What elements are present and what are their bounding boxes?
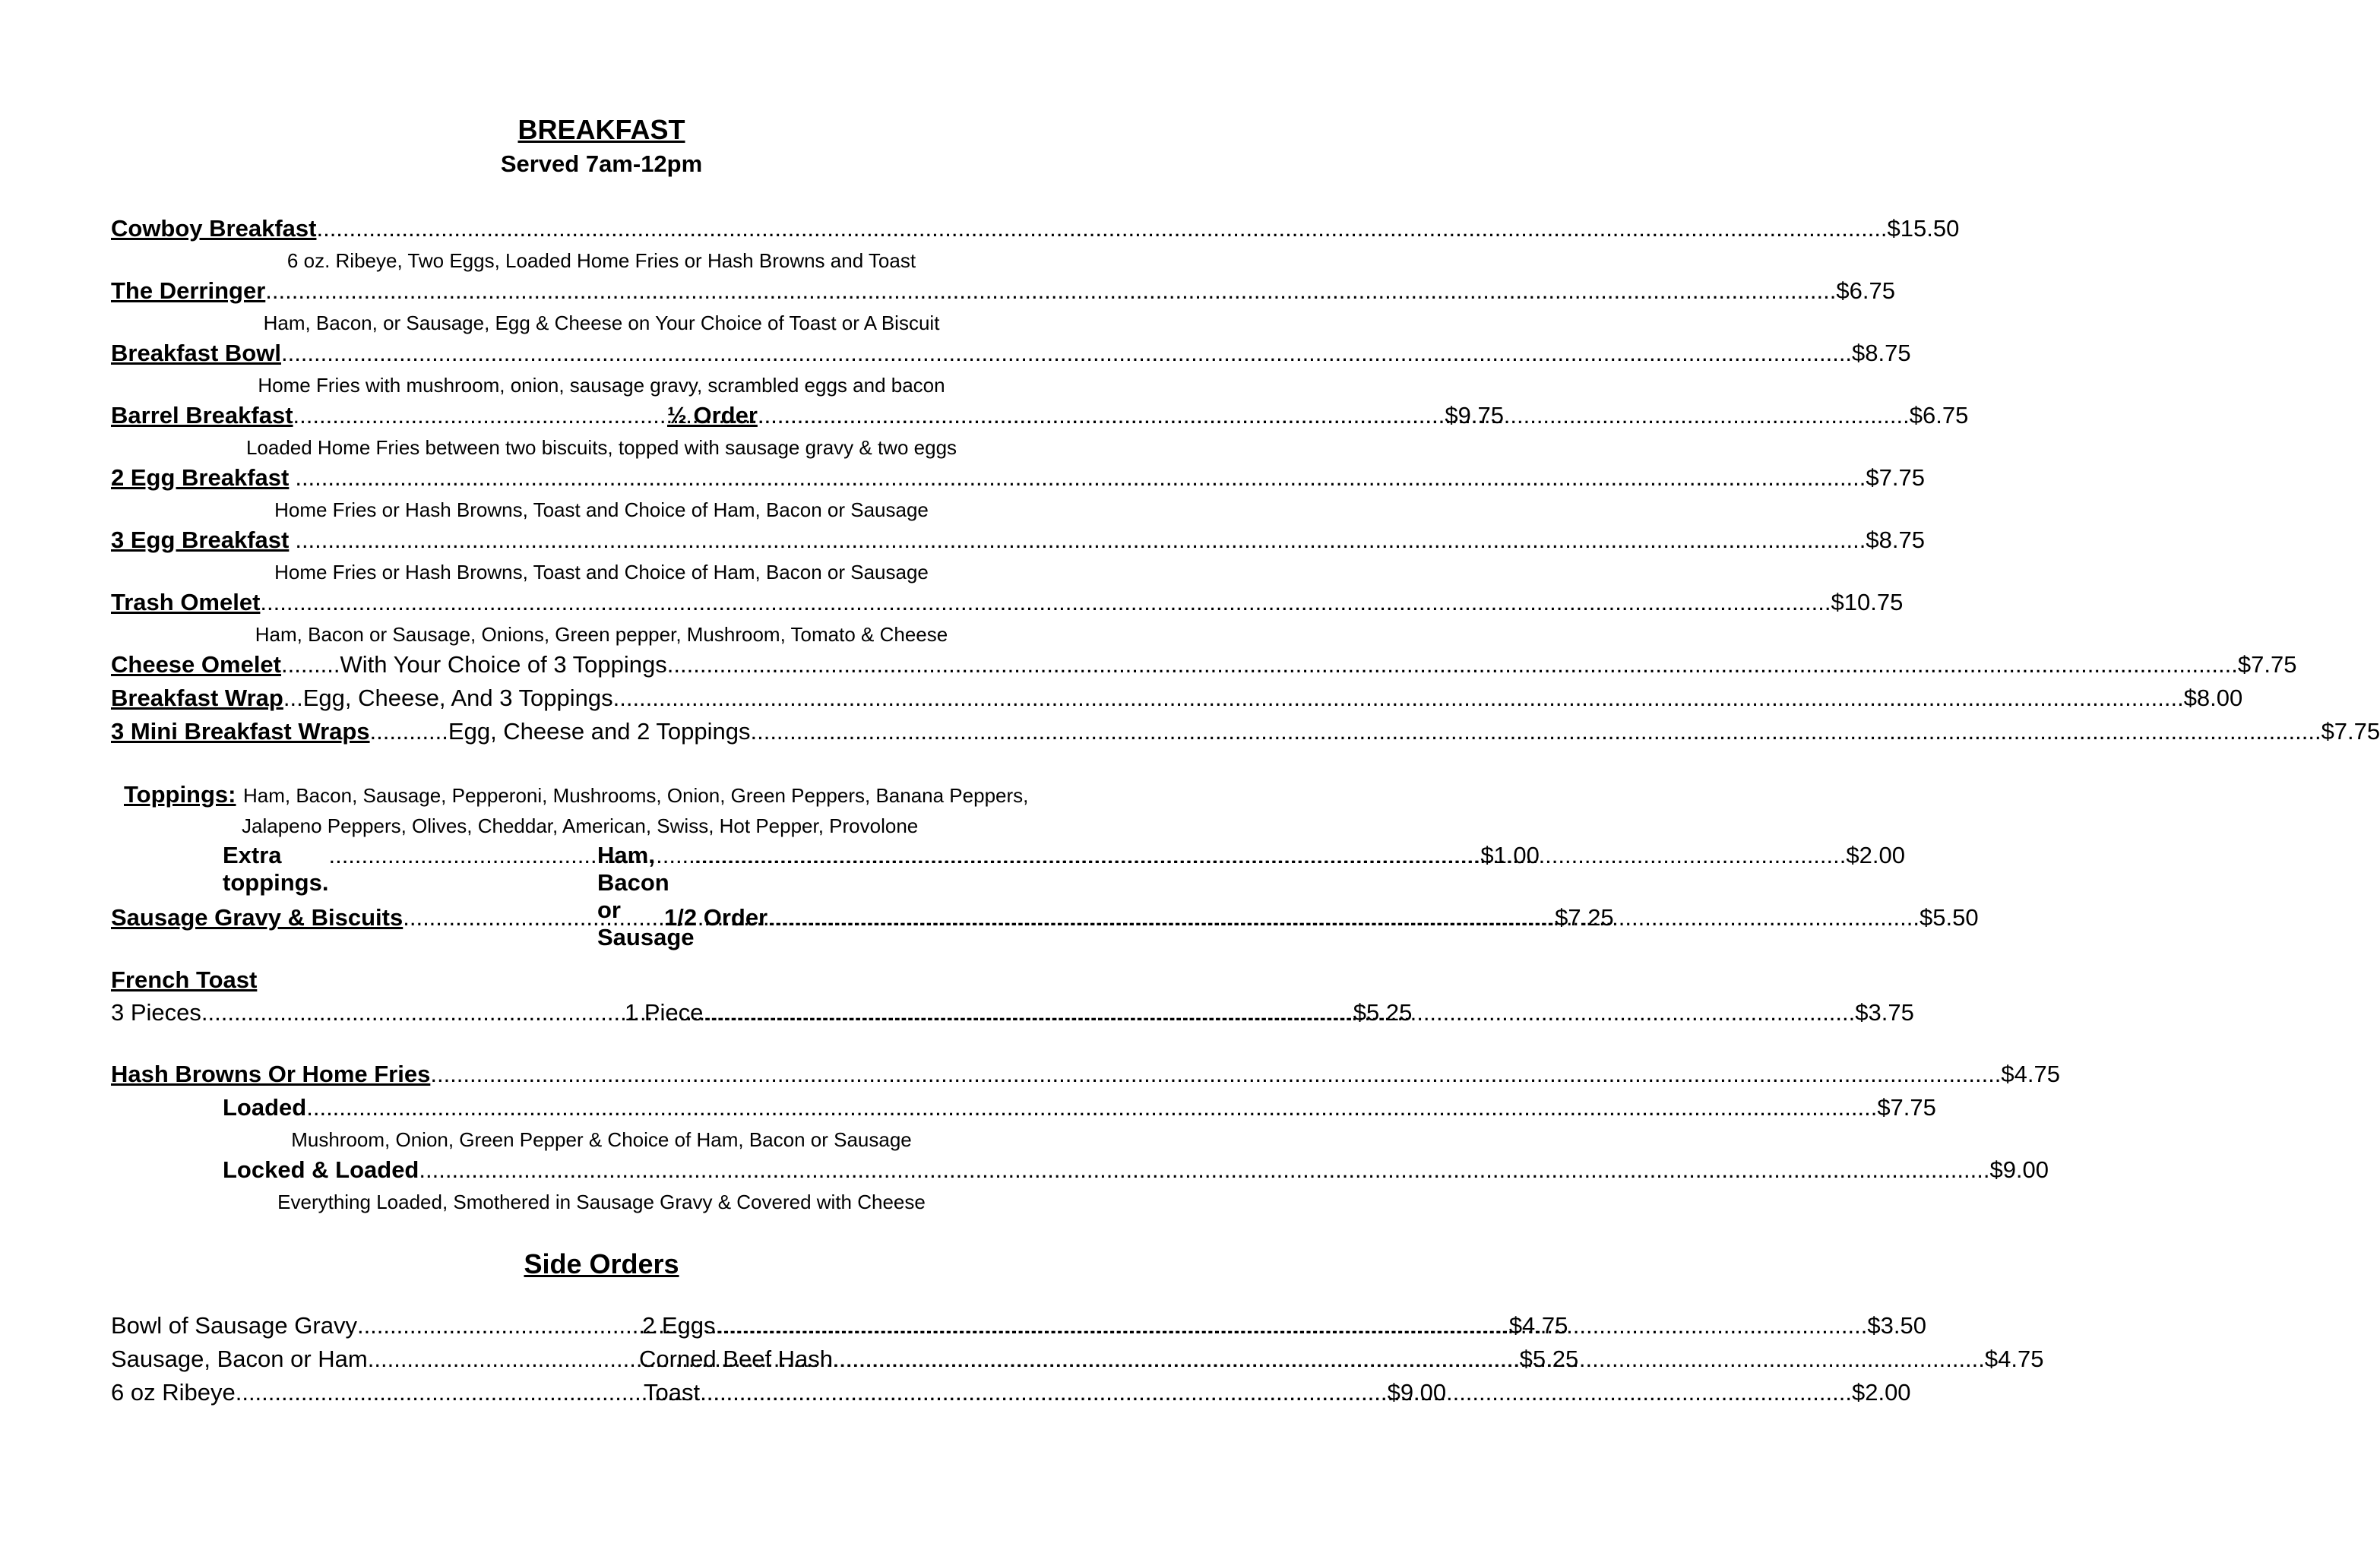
leader-dots: ... <box>283 685 303 711</box>
leader-dots <box>281 340 1852 367</box>
item-price: $8.00 <box>2183 685 2243 711</box>
item-price: $9.00 <box>1989 1156 2049 1183</box>
option-price: $3.75 <box>1855 999 1914 1026</box>
half-order-price: $5.50 <box>1919 904 1979 931</box>
half-order-label: ½ Order <box>667 402 758 429</box>
item-price: $7.25 <box>1555 904 1614 931</box>
leader-dots <box>295 464 1866 492</box>
item-name: Hash Browns Or Home Fries <box>111 1061 431 1087</box>
side-price: $3.50 <box>1867 1312 1926 1339</box>
leader-dots: ............ <box>369 718 448 745</box>
half-order-label: 1/2 Order <box>664 904 768 931</box>
side-price: $4.75 <box>1984 1346 2044 1372</box>
leader-dots <box>306 1094 1877 1121</box>
menu-item-3-egg-breakfast <box>111 527 1925 554</box>
menu-item-the-derringer <box>111 277 1895 305</box>
leader-dots <box>265 277 1836 305</box>
item-price: $6.75 <box>1836 277 1895 304</box>
menu-item-trash-omelet <box>111 589 1904 616</box>
item-name: Breakfast Wrap <box>111 685 283 711</box>
item-description: Ham, Bacon, or Sausage, Egg & Cheese on Your Choice of Toast or A Biscuit <box>263 312 940 334</box>
item-name: Locked & Loaded <box>223 1156 419 1183</box>
toppings-list-line-2: Jalapeno Peppers, Olives, Cheddar, American, Swiss, Hot Pepper, Provolone <box>242 814 919 837</box>
option-label: 3 Pieces <box>111 999 201 1026</box>
side-label: 6 oz Ribeye <box>111 1379 236 1406</box>
item-description: Loaded Home Fries between two biscuits, topped with sausage gravy & two eggs <box>245 436 957 459</box>
item-price: $7.75 <box>1866 464 1925 491</box>
item-price: $4.75 <box>2001 1061 2060 1087</box>
item-name: 2 Egg Breakfast <box>111 464 290 491</box>
item-price: $10.75 <box>1831 589 1904 615</box>
item-price: $7.75 <box>2237 651 2297 678</box>
side-price: $4.75 <box>1508 1312 1568 1339</box>
extra-meat-price: $2.00 <box>1846 842 1905 868</box>
item-description: Home Fries or Hash Browns, Toast and Choice of Ham, Bacon or Sausage <box>274 498 929 521</box>
side-price: $5.25 <box>1519 1346 1579 1372</box>
side-price: $9.00 <box>1387 1379 1447 1406</box>
item-price: $9.75 <box>1445 402 1504 429</box>
item-price: $15.50 <box>1887 215 1960 242</box>
side-label: 2 Eggs <box>642 1312 716 1339</box>
extra-meat-label: Ham, Bacon or Sausage <box>597 842 695 950</box>
side-label: Toast <box>644 1379 701 1406</box>
item-description: Everything Loaded, Smothered in Sausage Gravy & Covered with Cheese <box>277 1191 926 1213</box>
leader-dots <box>703 999 1855 1026</box>
side-price: $2.00 <box>1851 1379 1911 1406</box>
leader-dots <box>767 904 1920 931</box>
leader-dots <box>316 215 1887 242</box>
item-name: Barrel Breakfast <box>111 402 293 429</box>
leader-dots <box>613 685 2184 712</box>
leader-dots <box>700 1379 1852 1406</box>
toppings-label: Toppings: <box>124 781 236 808</box>
item-name: Breakfast Bowl <box>111 340 281 366</box>
option-price: $5.25 <box>1353 999 1413 1026</box>
item-name: Cowboy Breakfast <box>111 215 317 242</box>
item-name: 3 Mini Breakfast Wraps <box>111 718 370 745</box>
menu-item-french-toast <box>111 999 1914 1026</box>
menu-item-hash-browns-home-fries <box>111 1061 2060 1088</box>
menu-item-barrel-breakfast <box>111 402 1969 429</box>
item-price: $7.75 <box>1877 1094 1936 1121</box>
menu-item-cowboy-breakfast <box>111 215 1960 242</box>
item-detail: With Your Choice of 3 Toppings <box>340 651 667 678</box>
leader-dots <box>758 402 1910 429</box>
item-detail: Egg, Cheese, And 3 Toppings <box>302 685 613 711</box>
toppings-list-line-1: Ham, Bacon, Sausage, Pepperoni, Mushrooms, Onion, Green Peppers, Banana Peppers, <box>243 784 1029 807</box>
leader-dots <box>695 842 1847 869</box>
option-label: 1 Piece <box>625 999 704 1026</box>
leader-dots <box>750 718 2321 745</box>
menu-item-locked-loaded <box>223 1156 2049 1184</box>
extra-toppings-label: Extra toppings. <box>223 842 329 896</box>
item-name: Trash Omelet <box>111 589 261 615</box>
item-description: Home Fries with mushroom, onion, sausage gravy, scrambled eggs and bacon <box>258 374 945 397</box>
menu-item-loaded <box>223 1094 1936 1121</box>
leader-dots <box>419 1156 1989 1184</box>
leader-dots <box>430 1061 2001 1088</box>
side-label: Sausage, Bacon or Ham <box>111 1346 368 1372</box>
item-price: $8.75 <box>1866 527 1925 553</box>
side-label: Corned Beef Hash <box>639 1346 834 1372</box>
item-description: Mushroom, Onion, Green Pepper & Choice of Ham, Bacon or Sausage <box>291 1128 912 1151</box>
menu-item-breakfast-wrap <box>111 685 2243 712</box>
leader-dots <box>833 1346 1985 1373</box>
item-price: $8.75 <box>1852 340 1911 366</box>
leader-dots <box>667 651 2238 678</box>
side-orders-heading: Side Orders <box>524 1248 679 1279</box>
item-description: Ham, Bacon or Sausage, Onions, Green pepper, Mushroom, Tomato & Cheese <box>255 623 948 646</box>
menu-item-3-mini-breakfast-wraps <box>111 718 2380 745</box>
menu-item-breakfast-bowl <box>111 340 1911 367</box>
item-description: Home Fries or Hash Browns, Toast and Choice of Ham, Bacon or Sausage <box>274 561 929 584</box>
menu-item-2-egg-breakfast <box>111 464 1925 492</box>
item-description: 6 oz. Ribeye, Two Eggs, Loaded Home Fries or Hash Browns and Toast <box>286 249 916 272</box>
french-toast-heading: French Toast <box>111 966 258 993</box>
item-name: Cheese Omelet <box>111 651 281 678</box>
item-name: Sausage Gravy & Biscuits <box>111 904 404 931</box>
serving-hours: Served 7am-12pm <box>500 150 703 177</box>
item-price: $7.75 <box>2321 718 2380 745</box>
item-name: Loaded <box>223 1094 307 1121</box>
leader-dots <box>260 589 1831 616</box>
extra-toppings-price: $1.00 <box>1480 842 1540 868</box>
leader-dots: ......... <box>281 651 340 678</box>
leader-dots <box>295 527 1866 554</box>
side-label: Bowl of Sausage Gravy <box>111 1312 357 1339</box>
half-order-price: $6.75 <box>1909 402 1969 429</box>
leader-dots <box>716 1312 1868 1339</box>
menu-item-cheese-omelet <box>111 651 2297 678</box>
item-name: The Derringer <box>111 277 266 304</box>
menu-item-sausage-gravy-biscuits <box>111 904 1979 931</box>
item-detail: Egg, Cheese and 2 Toppings <box>448 718 751 745</box>
item-name: 3 Egg Breakfast <box>111 527 290 553</box>
page-title: BREAKFAST <box>517 114 685 145</box>
